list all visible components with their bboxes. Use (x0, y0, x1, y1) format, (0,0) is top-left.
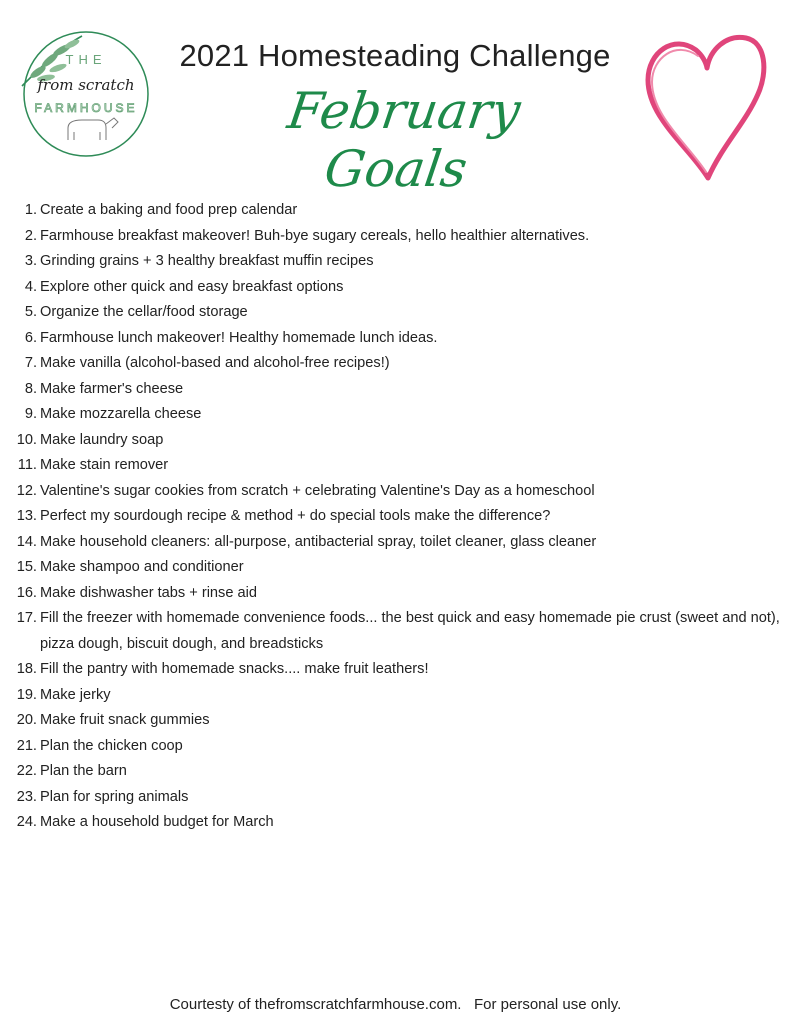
item-text: Farmhouse lunch makeover! Healthy homemade lunch ideas. (40, 329, 438, 346)
logo-middle-text: from scratch (37, 76, 135, 94)
item-number: 12. (16, 482, 37, 499)
list-item (0, 810, 791, 836)
list-item (0, 759, 791, 785)
item-text: Make a household budget for March (40, 814, 274, 830)
list-item (0, 224, 791, 250)
item-number: 6. (24, 329, 37, 346)
item-number: 4. (24, 278, 37, 295)
page-subtitle: February Goals (284, 82, 524, 198)
list-item (0, 198, 791, 224)
item-text: Make shampoo and conditioner (40, 559, 244, 575)
logo-emblem (20, 28, 152, 160)
list-item (0, 351, 791, 377)
logo-bottom-text: FARMHOUSE (34, 101, 138, 115)
item-number: 1. (24, 202, 37, 218)
item-text: Explore other quick and easy breakfast options (40, 278, 344, 295)
item-text: Make vanilla (alcohol-based and alcohol-free recipes!) (40, 355, 390, 371)
item-number: 16. (16, 584, 37, 601)
list-item (0, 785, 791, 811)
item-number: 22. (16, 763, 37, 779)
item-number: 7. (24, 355, 37, 371)
item-text: Plan the chicken coop (40, 737, 183, 754)
item-text: Make jerky (40, 686, 111, 703)
item-text: Valentine's sugar cookies from scratch + celebrating Valentine's Day as a homeschool (40, 482, 595, 499)
item-number: 3. (24, 253, 37, 269)
list-item (0, 581, 791, 607)
list-item (0, 249, 791, 275)
item-number: 9. (24, 406, 37, 422)
item-text: Plan the barn (40, 763, 127, 779)
item-text: Make household cleaners: all-purpose, antibacterial spray, toilet cleaner, glass cleaner (40, 533, 597, 550)
item-text: Fill the pantry with homemade snacks.... make fruit leathers! (40, 661, 429, 677)
item-number: 13. (16, 508, 37, 524)
item-text: Perfect my sourdough recipe & method + do special tools make the difference? (40, 508, 551, 524)
list-item (0, 428, 791, 454)
item-number: 20. (16, 712, 37, 728)
item-text: Make stain remover (40, 457, 169, 473)
item-text: Farmhouse breakfast makeover! Buh-bye sugary cereals, hello healthier alternatives. (40, 227, 590, 244)
list-item (0, 606, 791, 657)
list-item (0, 402, 791, 428)
item-number: 11. (17, 457, 37, 473)
cow-icon (68, 118, 118, 140)
list-item (0, 326, 791, 352)
item-number: 18. (16, 661, 37, 677)
page-title: 2021 Homesteading Challenge (179, 38, 611, 73)
item-number: 19. (16, 686, 37, 703)
item-number: 10. (16, 431, 37, 448)
list-item (0, 657, 791, 683)
heart-icon (640, 28, 770, 188)
list-item (0, 530, 791, 556)
item-number: 8. (24, 380, 37, 397)
list-item (0, 683, 791, 709)
item-number: 23. (16, 788, 37, 805)
footer-note: Courtesty of thefromscratchfarmhouse.com. For personal use only. (169, 996, 622, 1013)
item-number: 17. (16, 610, 37, 626)
item-text: Make laundry soap (40, 431, 164, 448)
list-item (0, 504, 791, 530)
goals-list (0, 198, 791, 836)
list-item (0, 555, 791, 581)
list-item (0, 300, 791, 326)
logo-top-text: THE (65, 52, 107, 67)
item-number: 21. (16, 737, 37, 754)
list-item (0, 734, 791, 760)
item-text: Grinding grains + 3 healthy breakfast muffin recipes (40, 253, 374, 269)
item-text: Make mozzarella cheese (40, 406, 202, 422)
item-text: Fill the freezer with homemade convenience foods... the best quick and easy homemade pie crust (sweet and not), pizza dough, biscuit dough, and breadsticks (40, 610, 780, 652)
item-number: 15. (16, 559, 37, 575)
item-number: 24. (16, 814, 37, 830)
item-number: 5. (24, 304, 37, 320)
item-number: 2. (24, 227, 37, 244)
list-item (0, 479, 791, 505)
item-number: 14. (16, 533, 37, 550)
item-text: Plan for spring animals (40, 788, 189, 805)
item-text: Make dishwasher tabs + rinse aid (40, 584, 257, 601)
item-text: Create a baking and food prep calendar (40, 202, 298, 218)
item-text: Make farmer's cheese (40, 380, 184, 397)
list-item (0, 275, 791, 301)
list-item (0, 708, 791, 734)
list-item (0, 453, 791, 479)
farmhouse-logo (20, 28, 152, 160)
list-item (0, 377, 791, 403)
item-text: Organize the cellar/food storage (40, 304, 248, 320)
item-text: Make fruit snack gummies (40, 712, 210, 728)
